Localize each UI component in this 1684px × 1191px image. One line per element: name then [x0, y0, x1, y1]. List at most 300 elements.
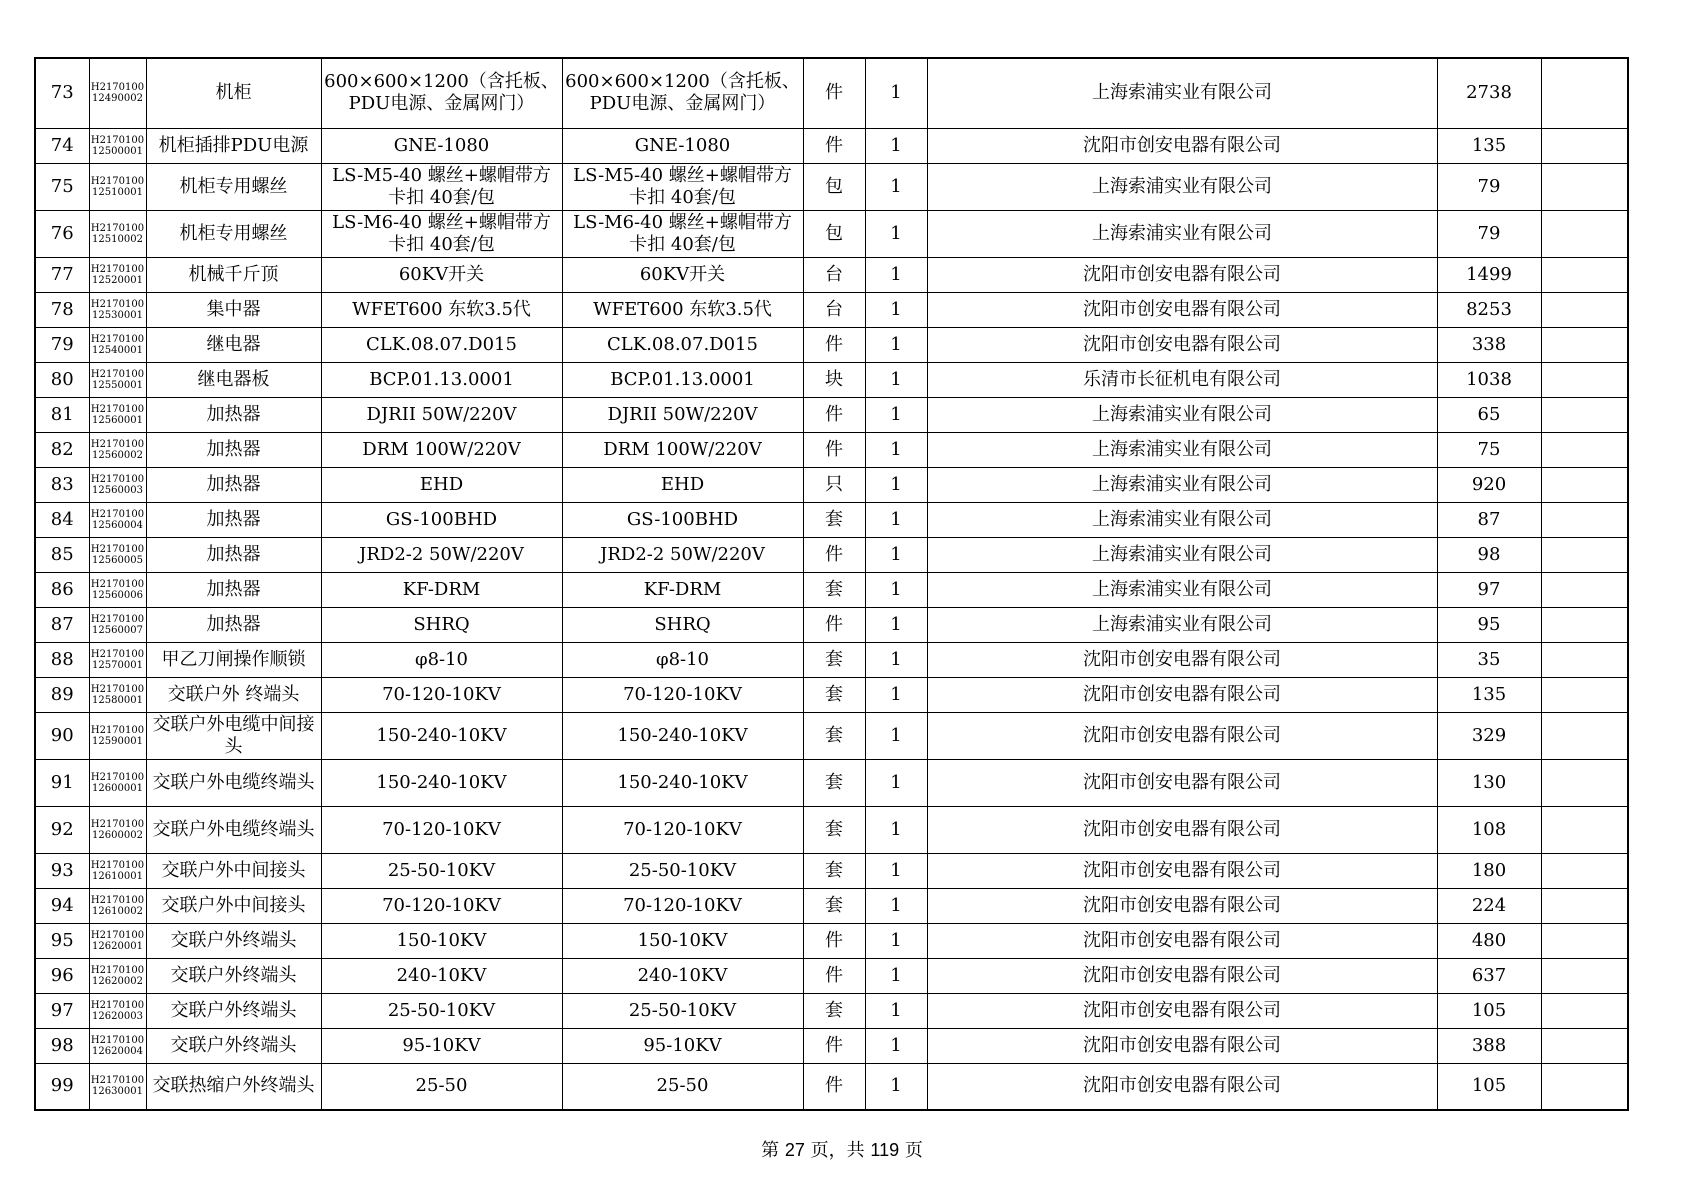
item-name: 交联户外终端头: [146, 923, 321, 958]
item-code-line1: H2170100: [90, 403, 145, 415]
item-code-line2: 12620001: [92, 940, 143, 952]
item-supplier: 上海索浦实业有限公司: [927, 210, 1437, 257]
item-price: 98: [1437, 537, 1541, 572]
item-model: BCP.01.13.0001: [562, 362, 803, 397]
item-quantity: 1: [865, 537, 927, 572]
table-row: [35, 467, 1628, 502]
item-spec: LS-M5-40 螺丝+螺帽带方卡扣 40套/包: [321, 163, 562, 210]
item-model: JRD2-2 50W/220V: [562, 537, 803, 572]
item-code-line1: H2170100: [90, 298, 145, 310]
item-model: EHD: [562, 467, 803, 502]
item-unit: 台: [803, 257, 865, 292]
item-model: 25-50: [562, 1063, 803, 1110]
item-name: 交联户外 终端头: [146, 677, 321, 712]
item-price: 388: [1437, 1028, 1541, 1063]
row-number: 95: [35, 923, 89, 958]
item-note: [1541, 1028, 1628, 1063]
item-model: GS-100BHD: [562, 502, 803, 537]
item-price: 224: [1437, 888, 1541, 923]
parts-table: [34, 57, 1629, 1111]
item-name: 甲乙刀闸操作顺锁: [146, 642, 321, 677]
total-pages-number: 119: [870, 1140, 900, 1160]
item-price: 75: [1437, 432, 1541, 467]
item-unit: 套: [803, 572, 865, 607]
item-spec: JRD2-2 50W/220V: [321, 537, 562, 572]
item-note: [1541, 993, 1628, 1028]
item-model: WFET600 东软3.5代: [562, 292, 803, 327]
item-unit: 台: [803, 292, 865, 327]
table-row: [35, 128, 1628, 163]
item-name: 加热器: [146, 467, 321, 502]
item-code-line1: H2170100: [90, 724, 145, 736]
row-number: 97: [35, 993, 89, 1028]
item-price: 135: [1437, 677, 1541, 712]
item-code: [89, 993, 146, 1028]
item-code: [89, 759, 146, 806]
item-spec: 150-240-10KV: [321, 712, 562, 759]
item-note: [1541, 327, 1628, 362]
item-unit: 只: [803, 467, 865, 502]
item-quantity: 1: [865, 292, 927, 327]
item-unit: 套: [803, 993, 865, 1028]
item-code: [89, 642, 146, 677]
row-number: 86: [35, 572, 89, 607]
item-code-line1: H2170100: [90, 894, 145, 906]
item-supplier: 沈阳市创安电器有限公司: [927, 853, 1437, 888]
table-row: [35, 210, 1628, 257]
item-supplier: 上海索浦实业有限公司: [927, 467, 1437, 502]
item-code: [89, 58, 146, 128]
item-code: [89, 502, 146, 537]
item-supplier: 沈阳市创安电器有限公司: [927, 806, 1437, 853]
item-code-line2: 12500001: [92, 145, 143, 157]
current-page-number: 27: [784, 1140, 805, 1160]
table-row: [35, 853, 1628, 888]
item-supplier: 沈阳市创安电器有限公司: [927, 759, 1437, 806]
row-number: 94: [35, 888, 89, 923]
item-price: 329: [1437, 712, 1541, 759]
item-spec: 95-10KV: [321, 1028, 562, 1063]
item-price: 8253: [1437, 292, 1541, 327]
item-supplier: 沈阳市创安电器有限公司: [927, 1028, 1437, 1063]
item-unit: 件: [803, 1028, 865, 1063]
item-model: KF-DRM: [562, 572, 803, 607]
item-model: LS-M6-40 螺丝+螺帽带方卡扣 40套/包: [562, 210, 803, 257]
item-code-line2: 12600002: [92, 829, 143, 841]
row-number: 92: [35, 806, 89, 853]
item-note: [1541, 572, 1628, 607]
item-model: CLK.08.07.D015: [562, 327, 803, 362]
item-supplier: 上海索浦实业有限公司: [927, 572, 1437, 607]
item-code-line2: 12560005: [92, 554, 143, 566]
item-note: [1541, 163, 1628, 210]
item-price: 920: [1437, 467, 1541, 502]
item-supplier: 沈阳市创安电器有限公司: [927, 1063, 1437, 1110]
item-code-line1: H2170100: [90, 508, 145, 520]
item-code-line1: H2170100: [90, 333, 145, 345]
item-unit: 套: [803, 677, 865, 712]
item-note: [1541, 467, 1628, 502]
row-number: 75: [35, 163, 89, 210]
item-model: 150-10KV: [562, 923, 803, 958]
item-code-line2: 12560001: [92, 414, 143, 426]
item-spec: 70-120-10KV: [321, 888, 562, 923]
item-code-line1: H2170100: [90, 1075, 145, 1087]
item-spec: LS-M6-40 螺丝+螺帽带方卡扣 40套/包: [321, 210, 562, 257]
item-unit: 套: [803, 759, 865, 806]
item-model: 600×600×1200（含托板、PDU电源、金属网门）: [562, 58, 803, 128]
table-row: [35, 257, 1628, 292]
item-model: 240-10KV: [562, 958, 803, 993]
item-quantity: 1: [865, 712, 927, 759]
item-name: 机械千斤顶: [146, 257, 321, 292]
item-code-line2: 12620004: [92, 1045, 143, 1057]
item-supplier: 沈阳市创安电器有限公司: [927, 292, 1437, 327]
item-code-line1: H2170100: [90, 578, 145, 590]
item-price: 338: [1437, 327, 1541, 362]
item-quantity: 1: [865, 607, 927, 642]
item-code-line1: H2170100: [90, 175, 145, 187]
item-model: DRM 100W/220V: [562, 432, 803, 467]
item-code-line1: H2170100: [90, 613, 145, 625]
table-row: [35, 677, 1628, 712]
item-code-line1: H2170100: [90, 648, 145, 660]
item-code-line2: 12540001: [92, 344, 143, 356]
item-note: [1541, 397, 1628, 432]
footer-middle: 页，共: [810, 1140, 865, 1161]
item-supplier: 沈阳市创安电器有限公司: [927, 128, 1437, 163]
item-code-line1: H2170100: [90, 263, 145, 275]
item-quantity: 1: [865, 467, 927, 502]
item-code-line2: 12600001: [92, 782, 143, 794]
item-note: [1541, 677, 1628, 712]
item-supplier: 上海索浦实业有限公司: [927, 502, 1437, 537]
item-code-line1: H2170100: [90, 438, 145, 450]
item-price: 95: [1437, 607, 1541, 642]
item-code-line2: 12580001: [92, 694, 143, 706]
item-model: 25-50-10KV: [562, 993, 803, 1028]
item-code: [89, 432, 146, 467]
item-note: [1541, 210, 1628, 257]
item-spec: KF-DRM: [321, 572, 562, 607]
table-row: [35, 397, 1628, 432]
item-quantity: 1: [865, 806, 927, 853]
item-note: [1541, 257, 1628, 292]
footer-suffix: 页: [904, 1140, 923, 1161]
item-price: 87: [1437, 502, 1541, 537]
item-note: [1541, 888, 1628, 923]
item-note: [1541, 958, 1628, 993]
item-supplier: 沈阳市创安电器有限公司: [927, 257, 1437, 292]
item-spec: 150-240-10KV: [321, 759, 562, 806]
table-row: [35, 537, 1628, 572]
item-spec: 70-120-10KV: [321, 677, 562, 712]
item-price: 130: [1437, 759, 1541, 806]
item-supplier: 沈阳市创安电器有限公司: [927, 327, 1437, 362]
item-price: 79: [1437, 210, 1541, 257]
item-note: [1541, 362, 1628, 397]
item-model: 70-120-10KV: [562, 806, 803, 853]
item-code-line1: H2170100: [90, 473, 145, 485]
item-model: φ8-10: [562, 642, 803, 677]
table-row: [35, 292, 1628, 327]
item-note: [1541, 537, 1628, 572]
item-unit: 件: [803, 923, 865, 958]
item-price: 637: [1437, 958, 1541, 993]
item-unit: 套: [803, 806, 865, 853]
item-note: [1541, 806, 1628, 853]
item-spec: φ8-10: [321, 642, 562, 677]
item-code: [89, 292, 146, 327]
item-code: [89, 888, 146, 923]
item-note: [1541, 502, 1628, 537]
item-code-line2: 12560006: [92, 589, 143, 601]
row-number: 83: [35, 467, 89, 502]
item-quantity: 1: [865, 327, 927, 362]
item-code-line2: 12520001: [92, 274, 143, 286]
item-supplier: 上海索浦实业有限公司: [927, 537, 1437, 572]
item-price: 480: [1437, 923, 1541, 958]
item-code: [89, 923, 146, 958]
item-name: 继电器: [146, 327, 321, 362]
row-number: 76: [35, 210, 89, 257]
item-code: [89, 572, 146, 607]
item-supplier: 沈阳市创安电器有限公司: [927, 923, 1437, 958]
row-number: 84: [35, 502, 89, 537]
item-price: 180: [1437, 853, 1541, 888]
item-note: [1541, 432, 1628, 467]
item-code: [89, 958, 146, 993]
item-supplier: 上海索浦实业有限公司: [927, 607, 1437, 642]
item-price: 65: [1437, 397, 1541, 432]
item-supplier: 沈阳市创安电器有限公司: [927, 888, 1437, 923]
item-code-line2: 12560003: [92, 484, 143, 496]
item-code-line2: 12490002: [92, 93, 143, 105]
item-name: 交联热缩户外终端头: [146, 1063, 321, 1110]
item-unit: 套: [803, 642, 865, 677]
item-code: [89, 537, 146, 572]
item-unit: 包: [803, 163, 865, 210]
item-unit: 件: [803, 432, 865, 467]
item-name: 交联户外终端头: [146, 993, 321, 1028]
item-spec: BCP.01.13.0001: [321, 362, 562, 397]
table-row: [35, 888, 1628, 923]
item-quantity: 1: [865, 1028, 927, 1063]
item-code: [89, 1028, 146, 1063]
item-model: 60KV开关: [562, 257, 803, 292]
item-unit: 套: [803, 502, 865, 537]
item-model: 150-240-10KV: [562, 712, 803, 759]
item-code-line2: 12510002: [92, 233, 143, 245]
item-spec: DJRII 50W/220V: [321, 397, 562, 432]
item-quantity: 1: [865, 677, 927, 712]
row-number: 98: [35, 1028, 89, 1063]
item-price: 79: [1437, 163, 1541, 210]
item-name: 加热器: [146, 537, 321, 572]
item-code: [89, 1063, 146, 1110]
item-code-line1: H2170100: [90, 368, 145, 380]
item-model: 95-10KV: [562, 1028, 803, 1063]
row-number: 79: [35, 327, 89, 362]
item-name: 加热器: [146, 607, 321, 642]
item-unit: 块: [803, 362, 865, 397]
table-body: [35, 58, 1628, 1110]
item-code-line1: H2170100: [90, 771, 145, 783]
row-number: 74: [35, 128, 89, 163]
item-spec: DRM 100W/220V: [321, 432, 562, 467]
item-code-line1: H2170100: [90, 683, 145, 695]
item-spec: 600×600×1200（含托板、PDU电源、金属网门）: [321, 58, 562, 128]
item-supplier: 沈阳市创安电器有限公司: [927, 677, 1437, 712]
item-code: [89, 128, 146, 163]
item-price: 105: [1437, 1063, 1541, 1110]
item-code-line2: 12560002: [92, 449, 143, 461]
table-row: [35, 572, 1628, 607]
item-note: [1541, 607, 1628, 642]
item-name: 继电器板: [146, 362, 321, 397]
page-footer: [0, 1136, 1684, 1162]
table-row: [35, 362, 1628, 397]
item-spec: 70-120-10KV: [321, 806, 562, 853]
item-spec: EHD: [321, 467, 562, 502]
row-number: 78: [35, 292, 89, 327]
item-code: [89, 163, 146, 210]
item-code-line2: 12560004: [92, 519, 143, 531]
item-supplier: 沈阳市创安电器有限公司: [927, 642, 1437, 677]
item-unit: 件: [803, 1063, 865, 1110]
item-name: 交联户外终端头: [146, 958, 321, 993]
item-code-line2: 12530001: [92, 309, 143, 321]
item-unit: 套: [803, 888, 865, 923]
table-row: [35, 923, 1628, 958]
item-code: [89, 712, 146, 759]
item-name: 加热器: [146, 432, 321, 467]
item-note: [1541, 58, 1628, 128]
item-code-line1: H2170100: [90, 859, 145, 871]
item-quantity: 1: [865, 432, 927, 467]
item-spec: 240-10KV: [321, 958, 562, 993]
item-supplier: 沈阳市创安电器有限公司: [927, 958, 1437, 993]
item-name: 机柜插排PDU电源: [146, 128, 321, 163]
item-quantity: 1: [865, 362, 927, 397]
item-price: 135: [1437, 128, 1541, 163]
item-spec: CLK.08.07.D015: [321, 327, 562, 362]
row-number: 96: [35, 958, 89, 993]
table-row: [35, 607, 1628, 642]
table-row: [35, 432, 1628, 467]
row-number: 82: [35, 432, 89, 467]
item-quantity: 1: [865, 502, 927, 537]
item-name: 交联户外中间接头: [146, 853, 321, 888]
table-row: [35, 1028, 1628, 1063]
item-quantity: 1: [865, 397, 927, 432]
table-row: [35, 759, 1628, 806]
row-number: 87: [35, 607, 89, 642]
item-code-line2: 12560007: [92, 624, 143, 636]
item-code: [89, 397, 146, 432]
row-number: 89: [35, 677, 89, 712]
item-model: DJRII 50W/220V: [562, 397, 803, 432]
item-name: 机柜专用螺丝: [146, 163, 321, 210]
item-supplier: 上海索浦实业有限公司: [927, 58, 1437, 128]
item-spec: SHRQ: [321, 607, 562, 642]
item-unit: 件: [803, 958, 865, 993]
item-model: 70-120-10KV: [562, 677, 803, 712]
row-number: 93: [35, 853, 89, 888]
item-quantity: 1: [865, 853, 927, 888]
item-name: 机柜专用螺丝: [146, 210, 321, 257]
item-spec: 60KV开关: [321, 257, 562, 292]
item-price: 1499: [1437, 257, 1541, 292]
item-price: 105: [1437, 993, 1541, 1028]
item-name: 加热器: [146, 572, 321, 607]
item-code: [89, 327, 146, 362]
item-price: 1038: [1437, 362, 1541, 397]
item-code: [89, 607, 146, 642]
item-spec: 25-50-10KV: [321, 853, 562, 888]
footer-prefix: 第: [761, 1140, 780, 1161]
item-supplier: 上海索浦实业有限公司: [927, 432, 1437, 467]
item-code-line2: 12550001: [92, 379, 143, 391]
table-row: [35, 712, 1628, 759]
item-code-line1: H2170100: [90, 818, 145, 830]
item-unit: 件: [803, 128, 865, 163]
item-code: [89, 210, 146, 257]
item-price: 2738: [1437, 58, 1541, 128]
item-note: [1541, 853, 1628, 888]
item-code-line1: H2170100: [90, 964, 145, 976]
item-unit: 件: [803, 327, 865, 362]
item-quantity: 1: [865, 993, 927, 1028]
item-unit: 套: [803, 853, 865, 888]
item-unit: 件: [803, 397, 865, 432]
item-model: GNE-1080: [562, 128, 803, 163]
item-unit: 件: [803, 537, 865, 572]
item-name: 机柜: [146, 58, 321, 128]
item-spec: GNE-1080: [321, 128, 562, 163]
item-quantity: 1: [865, 163, 927, 210]
item-quantity: 1: [865, 572, 927, 607]
item-code-line1: H2170100: [90, 82, 145, 94]
item-code-line2: 12570001: [92, 659, 143, 671]
item-price: 108: [1437, 806, 1541, 853]
item-code-line1: H2170100: [90, 999, 145, 1011]
item-spec: 25-50-10KV: [321, 993, 562, 1028]
item-code: [89, 467, 146, 502]
item-name: 交联户外中间接头: [146, 888, 321, 923]
table-row: [35, 163, 1628, 210]
row-number: 90: [35, 712, 89, 759]
row-number: 85: [35, 537, 89, 572]
table-row: [35, 327, 1628, 362]
item-quantity: 1: [865, 958, 927, 993]
item-note: [1541, 712, 1628, 759]
item-code: [89, 257, 146, 292]
item-supplier: 沈阳市创安电器有限公司: [927, 993, 1437, 1028]
item-code-line2: 12620003: [92, 1010, 143, 1022]
item-supplier: 上海索浦实业有限公司: [927, 397, 1437, 432]
item-code-line2: 12610002: [92, 905, 143, 917]
item-quantity: 1: [865, 642, 927, 677]
table-row: [35, 993, 1628, 1028]
row-number: 99: [35, 1063, 89, 1110]
item-supplier: 乐清市长征机电有限公司: [927, 362, 1437, 397]
item-code-line2: 12510001: [92, 186, 143, 198]
item-name: 交联户外电缆终端头: [146, 806, 321, 853]
item-model: LS-M5-40 螺丝+螺帽带方卡扣 40套/包: [562, 163, 803, 210]
item-name: 交联户外终端头: [146, 1028, 321, 1063]
item-code: [89, 853, 146, 888]
